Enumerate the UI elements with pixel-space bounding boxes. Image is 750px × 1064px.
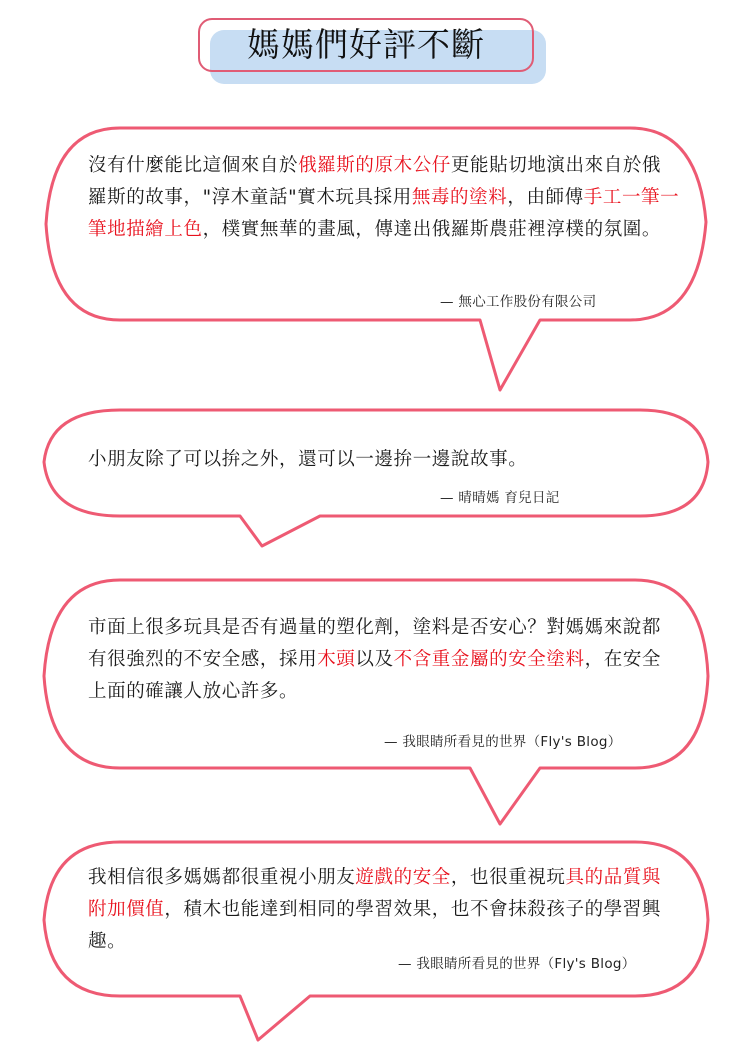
quote-text: ，在安全上面的確讓人放心許多。 <box>88 649 662 702</box>
testimonial-attribution: — 我眼睛所看見的世界（Fly's Blog） <box>398 956 636 972</box>
quote-text: 沒有什麼能比這個來自於 <box>88 155 299 176</box>
quote-text: 我相信很多媽媽都很重視小朋友 <box>88 867 356 888</box>
highlighted-text: 無毒的塗料 <box>411 187 508 208</box>
testimonial-quote <box>88 612 680 708</box>
quote-text: ，由師傅 <box>507 187 584 208</box>
testimonial-quote <box>88 862 680 958</box>
testimonial-attribution: — 晴晴媽 育兒日記 <box>440 490 560 506</box>
highlighted-text: 遊戲的安全 <box>355 867 451 888</box>
page-title: 媽媽們好評不斷 <box>247 25 485 64</box>
quote-text: 以及 <box>355 649 394 670</box>
quote-text: 更能貼切地演出來自於俄羅斯的故事，"淳木童話"實木玩具採用 <box>88 155 662 208</box>
testimonial-quote <box>88 444 688 476</box>
speech-bubble-2 <box>44 410 708 546</box>
quote-text: 市面上很多玩具是否有過量的塑化劑，塗料是否安心？對媽媽來說都有很強烈的不安全感，採用 <box>88 617 662 670</box>
highlighted-text: 具的品質與附加價值 <box>88 867 662 920</box>
highlighted-text: 俄羅斯的原木公仔 <box>298 155 451 176</box>
testimonial-attribution: — 我眼睛所看見的世界（Fly's Blog） <box>384 734 622 750</box>
quote-text: ，也很重視玩 <box>450 867 566 888</box>
quote-text: ，積木也能達到相同的學習效果，也不會抹殺孩子的學習興趣。 <box>88 899 662 952</box>
quote-text: 小朋友除了可以拚之外，還可以一邊拚一邊說故事。 <box>88 449 528 470</box>
highlighted-text: 手工一筆一筆地描繪上色 <box>88 187 680 240</box>
testimonial-attribution: — 無心工作股份有限公司 <box>440 294 597 310</box>
testimonial-quote <box>88 150 680 246</box>
highlighted-text: 不含重金屬的安全塗料 <box>393 649 585 670</box>
quote-text: ，樸實無華的畫風，傳達出俄羅斯農莊裡淳樸的氛圍。 <box>202 219 662 240</box>
highlighted-text: 木頭 <box>317 649 356 670</box>
